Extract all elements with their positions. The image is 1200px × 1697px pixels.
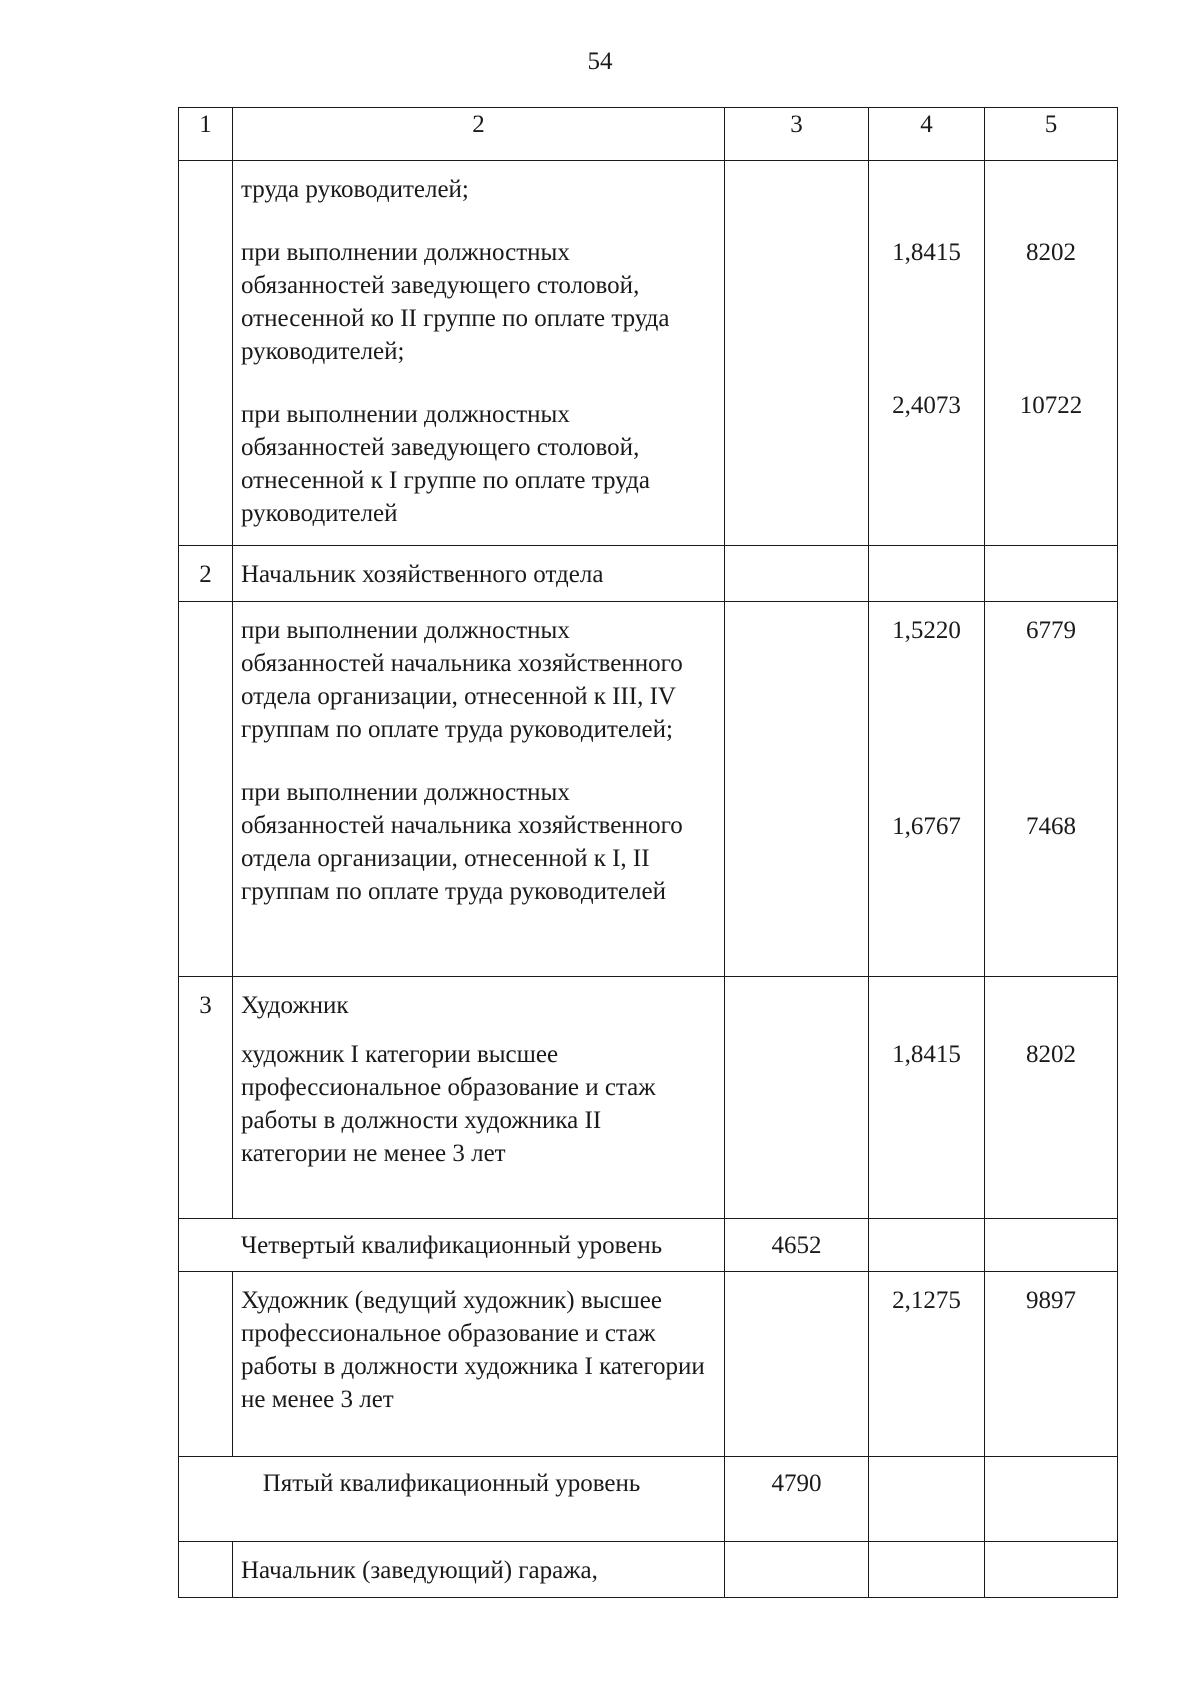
salary-value: 6779 — [1026, 617, 1076, 644]
table-row — [179, 977, 1118, 1219]
page-number: 54 — [587, 48, 613, 75]
description-cell — [233, 977, 725, 1219]
salary-value: 9897 — [985, 1272, 1118, 1457]
coefficient-value: 2,4073 — [892, 392, 961, 419]
salary-table — [178, 107, 1118, 1598]
row-number: 3 — [179, 977, 233, 1219]
coefficient-value: 2,1275 — [869, 1272, 985, 1457]
header-cell-2: 2 — [233, 108, 725, 161]
salary-value: 8202 — [1026, 239, 1076, 266]
salary-value: 10722 — [1019, 392, 1083, 419]
coefficient-value: 1,6767 — [892, 813, 961, 840]
qualification-level-salary: 4652 — [725, 1219, 869, 1272]
qualification-level-row — [179, 1457, 1118, 1542]
paragraph: при выполнении должностных обязанностей начальника хозяйственного отдела организации, отнесенной к I, II группам по оплате труда руководителей — [241, 779, 683, 905]
coefficient-value: 1,5220 — [892, 617, 961, 644]
salary-value: 8202 — [1026, 1041, 1076, 1068]
salary-value: 7468 — [1026, 813, 1076, 840]
salary-cell — [985, 977, 1118, 1219]
qualification-level-label-text: Пятый квалификационный уровень — [262, 1470, 641, 1497]
description-cell: Художник (ведущий художник) высшее профессиональное образование и стаж работы в должности художника I категории не менее 3 лет — [233, 1272, 725, 1457]
table-row — [179, 546, 1118, 602]
row-number-cell — [179, 161, 233, 546]
coefficient-cell — [869, 602, 985, 977]
coefficient-value: 1,8415 — [892, 1041, 961, 1068]
table-row — [179, 161, 1118, 546]
paragraph: при выполнении должностных обязанностей заведующего столовой, отнесенной к I группе по оплате труда руководителей — [241, 401, 650, 527]
coefficient-cell — [869, 977, 985, 1219]
paragraph: художник I категории высшее профессиональное образование и стаж работы в должности художника II категории не менее 3 лет — [241, 1041, 656, 1167]
table-row — [179, 1272, 1118, 1457]
salary-cell — [985, 161, 1118, 546]
position-title: Начальник (заведующий) гаража, — [233, 1542, 725, 1598]
qualification-level-row — [179, 1219, 1118, 1272]
row-number: 2 — [179, 546, 233, 602]
paragraph: труда руководителей; — [241, 176, 469, 203]
header-row — [179, 108, 1118, 161]
qualification-level-label — [179, 1457, 725, 1542]
coefficient-cell — [869, 161, 985, 546]
table-row — [179, 602, 1118, 977]
coefficient-value: 1,8415 — [892, 239, 961, 266]
header-cell-1: 1 — [179, 108, 233, 161]
qualification-level-salary: 4790 — [725, 1457, 869, 1542]
position-title: Художник — [241, 992, 349, 1019]
header-cell-4: 4 — [869, 108, 985, 161]
description-cell — [233, 602, 725, 977]
header-cell-5: 5 — [985, 108, 1118, 161]
table-row — [179, 1542, 1118, 1598]
base-salary-cell — [725, 161, 869, 546]
paragraph: при выполнении должностных обязанностей заведующего столовой, отнесенной ко II группе по оплате труда руководителей; — [241, 239, 670, 365]
paragraph: при выполнении должностных обязанностей начальника хозяйственного отдела организации, отнесенной к III, IV группам по оплате труда руководителей; — [241, 617, 683, 743]
position-title: Начальник хозяйственного отдела — [233, 546, 725, 602]
qualification-level-label: Четвертый квалификационный уровень — [179, 1219, 725, 1272]
salary-cell — [985, 602, 1118, 977]
description-cell — [233, 161, 725, 546]
header-cell-3: 3 — [725, 108, 869, 161]
